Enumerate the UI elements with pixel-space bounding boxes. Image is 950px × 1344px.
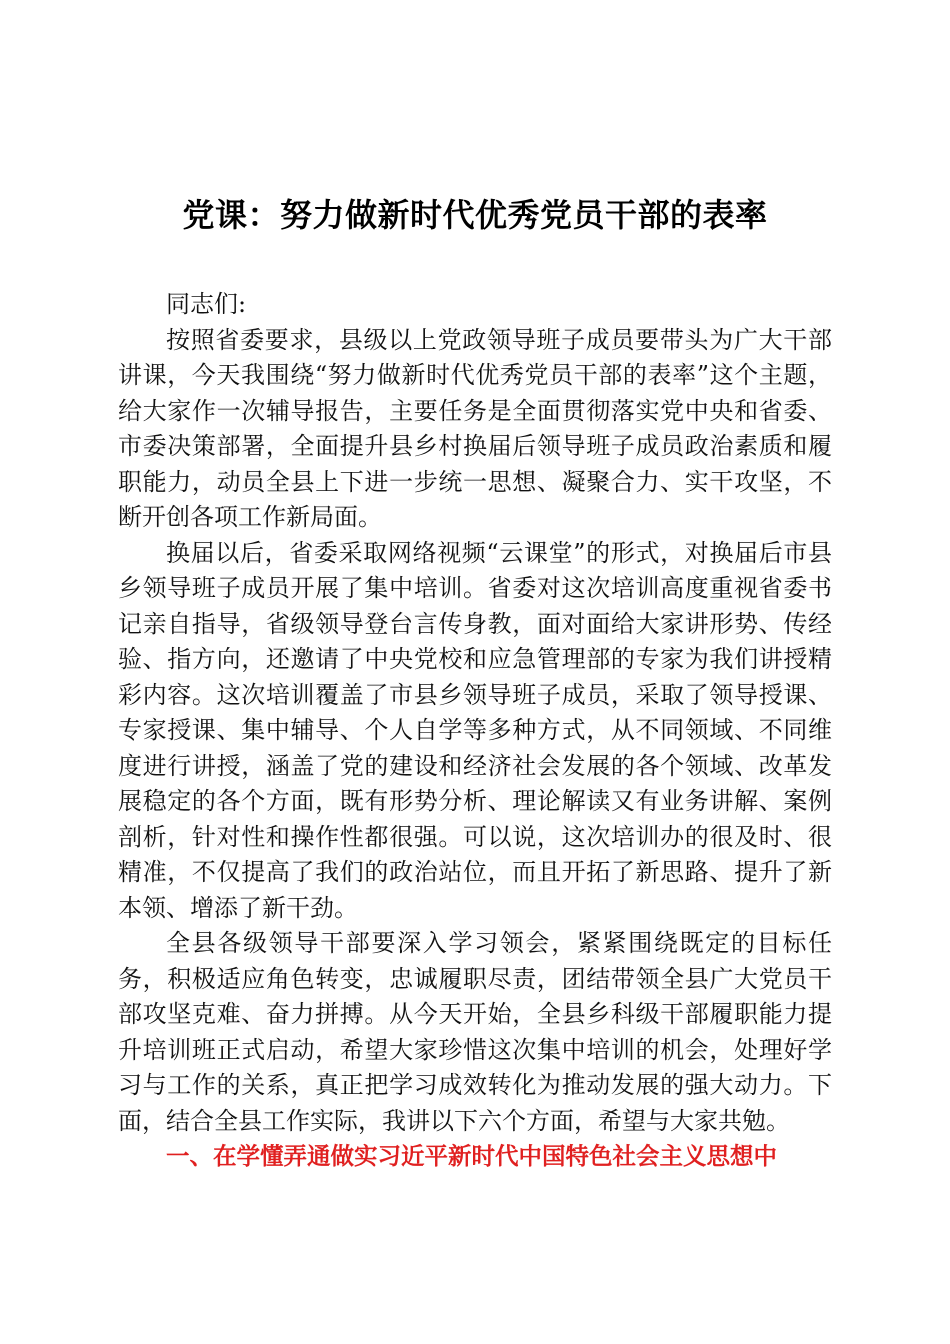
paragraph-intro: 按照省委要求，县级以上党政领导班子成员要带头为广大干部讲课，今天我围绕“努力做新时代优秀党员干部的表率”这个主题，给大家作一次辅导报告，主要任务是全面贯彻落实党中央和省委、市委决策部署，全面提升县乡村换届后领导班子成员政治素质和履职能力，动员全县上下进一步统一思想、凝聚合力、实干攻坚，不断开创各项工作新局面。 xyxy=(118,325,832,531)
greeting: 同志们: xyxy=(166,290,247,318)
document-body xyxy=(118,287,832,1175)
section-heading-one: 一、在学懂弄通做实习近平新时代中国特色社会主义思想中 xyxy=(166,1142,777,1170)
paragraph-requirements: 全县各级领导干部要深入学习领会，紧紧围绕既定的目标任务，积极适应角色转变，忠诚履职尽责，团结带领全县广大党员干部攻坚克难、奋力拼搏。从今天开始，全县乡科级干部履职能力提升培训班正式启动，希望大家珍惜这次集中培训的机会，处理好学习与工作的关系，真正把学习成效转化为推动发展的强大动力。下面，结合全县工作实际，我讲以下六个方面，希望与大家共勉。 xyxy=(118,929,832,1135)
paragraph-training: 换届以后，省委采取网络视频“云课堂”的形式，对换届后市县乡领导班子成员开展了集中培训。省委对这次培训高度重视省委书记亲自指导，省级领导登台言传身教，面对面给大家讲形势、传经验、指方向，还邀请了中央党校和应急管理部的专家为我们讲授精彩内容。这次培训覆盖了市县乡领导班子成员，采取了领导授课、专家授课、集中辅导、个人自学等多种方式，从不同领域、不同维度进行讲授，涵盖了党的建设和经济社会发展的各个领域、改革发展稳定的各个方面，既有形势分析、理论解读又有业务讲解、案例剖析，针对性和操作性都很强。可以说，这次培训办的很及时、很精准，不仅提高了我们的政治站位，而且开拓了新思路、提升了新本领、增添了新干劲。 xyxy=(118,538,832,922)
document-title: 党课：努力做新时代优秀党员干部的表率 xyxy=(182,196,768,234)
